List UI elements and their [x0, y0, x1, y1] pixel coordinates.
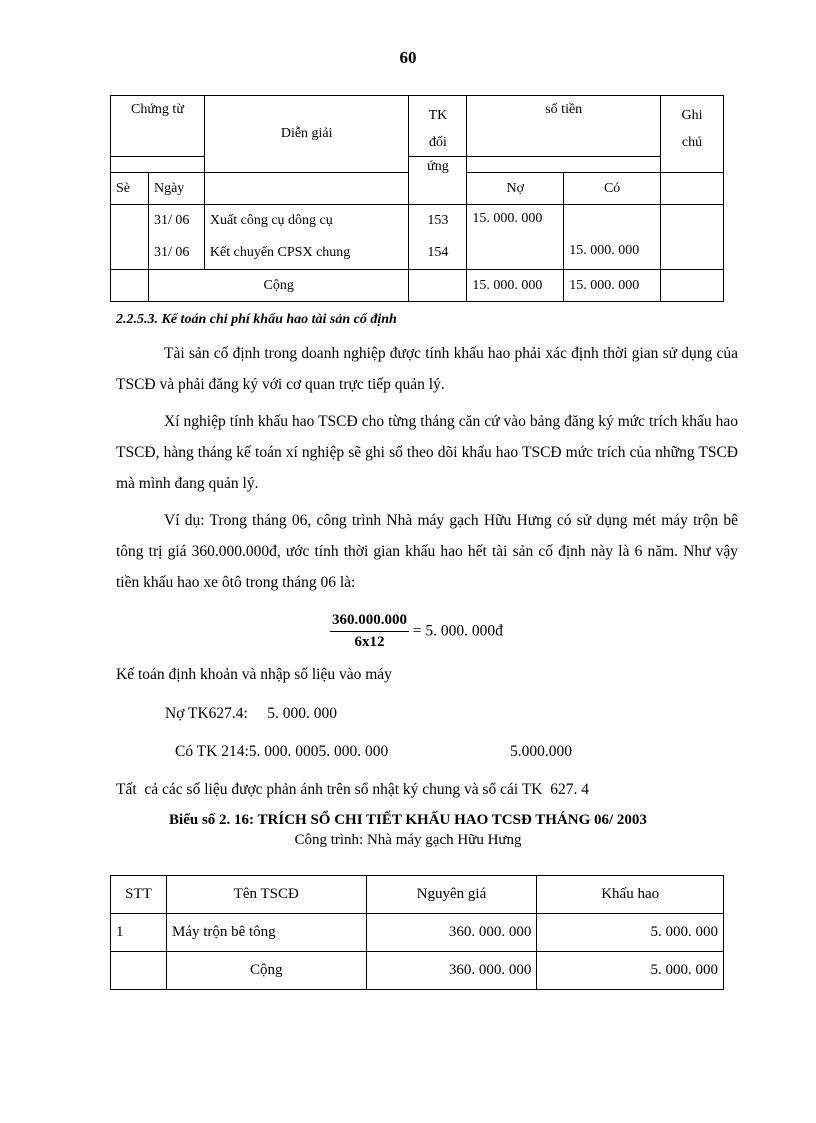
- entry-credit: Có TK 214:5. 000. 0005. 000. 000: [175, 743, 389, 760]
- table-cell: [564, 205, 661, 270]
- row-ngay: 31/ 06: [153, 245, 190, 260]
- summary-line: Tất cả các số liệu được phản ánh trên sổ nhật ký chung và sổ cái TK 627. 4: [116, 781, 589, 798]
- paragraph-1: Tài sản cố định trong doanh nghiệp được tính khấu hao phải xác định thời gian sử dụng của TSCĐ và phải đăng ký với cơ quan trực tiếp quản lý.: [116, 345, 738, 393]
- total-nguyen-gia: 360. 000. 000: [366, 952, 537, 990]
- table-cell: [409, 270, 467, 302]
- entry-debit: Nợ TK627.4: 5. 000. 000: [165, 705, 337, 722]
- table-cell: [661, 205, 724, 270]
- header-blank-cell: [467, 157, 661, 173]
- header-ngay: Ngày: [148, 173, 204, 205]
- section-heading: 2.2.5.3. Kế toán chi phí khấu hao tài sản cố định: [116, 312, 397, 327]
- header-tk-line2: đối: [428, 135, 447, 150]
- total-no: 15. 000. 000: [467, 270, 564, 302]
- entry-credit-extra: 5.000.000: [510, 743, 572, 760]
- header-blank-cell: [204, 173, 409, 205]
- table-cell: [409, 205, 467, 270]
- header-blank-cell: [111, 157, 205, 173]
- fraction: [330, 612, 409, 651]
- table-cell: [661, 270, 724, 302]
- row-dien-giai: Kết chuyển CPSX chung: [209, 245, 351, 260]
- header-stt: STT: [111, 876, 167, 914]
- paragraph-2: Xí nghiệp tính khấu hao TSCĐ cho từng tháng căn cứ vào bảng đăng ký mức trích khấu hao TSCĐ, hàng tháng kế toán xí nghiệp sẽ ghi sổ theo dõi khấu hao TSCĐ mức trích của những TSCĐ mà mình đang quản lý.: [116, 413, 738, 492]
- total-co: 15. 000. 000: [564, 270, 661, 302]
- table-cell: [204, 205, 409, 270]
- header-tk: [409, 96, 467, 157]
- header-tk-ung: ứng: [409, 157, 467, 205]
- row-khau-hao: 5. 000. 000: [537, 914, 724, 952]
- row-co: 15. 000. 000: [569, 243, 640, 258]
- row-tk: 153: [427, 213, 449, 228]
- table-cell: [111, 205, 149, 270]
- header-co: Có: [564, 173, 661, 205]
- row-nguyen-gia: 360. 000. 000: [366, 914, 537, 952]
- row-ten-tscd: Máy trộn bê tông: [166, 914, 366, 952]
- row-tk: 154: [427, 245, 449, 260]
- header-so-tien: số tiền: [467, 96, 661, 157]
- entry-intro: Kế toán định khoản và nhập số liệu vào máy: [116, 666, 392, 683]
- table-cell: [111, 270, 149, 302]
- total-label: Cộng: [148, 270, 409, 302]
- table-cell: [467, 205, 564, 270]
- row-dien-giai: Xuất công cụ dông cụ: [209, 213, 333, 228]
- table2-subtitle: Công trình: Nhà máy gạch Hữu Hưng: [294, 832, 522, 848]
- depreciation-formula: [330, 612, 503, 651]
- header-ghi-chu: [661, 96, 724, 173]
- table2-title: Biểu số 2. 16: TRÍCH SỔ CHI TIẾT KHẤU HAO TCSĐ THÁNG 06/ 2003: [169, 812, 647, 828]
- fraction-numerator: 360.000.000: [330, 612, 409, 632]
- table-cell: [148, 205, 204, 270]
- row-stt: 1: [111, 914, 167, 952]
- total-khau-hao: 5. 000. 000: [537, 952, 724, 990]
- header-so: Sè: [111, 173, 149, 205]
- page-number: 60: [399, 48, 417, 67]
- paragraph-3: Ví dụ: Trong tháng 06, công trình Nhà máy gạch Hữu Hưng có sử dụng mét máy trộn bê tông trị giá 360.000.000đ, ước tính thời gian khấu hao hết tài sản cố định này là 6 năm. Như vậy tiền khấu hao xe ôtô trong tháng 06 là:: [116, 512, 738, 591]
- table-cell: [111, 952, 167, 990]
- header-chung-tu: Chứng từ: [111, 96, 205, 157]
- header-ten-tscd: Tên TSCĐ: [166, 876, 366, 914]
- row-no: 15. 000. 000: [472, 211, 543, 226]
- header-no: Nợ: [467, 173, 564, 205]
- ledger-table: [110, 95, 724, 302]
- header-dien-giai: Diễn giải: [204, 96, 409, 173]
- header-khau-hao: Khấu hao: [537, 876, 724, 914]
- row-ngay: 31/ 06: [153, 213, 190, 228]
- header-ghi-line2: chú: [681, 135, 703, 150]
- header-ghi-line1: Ghi: [681, 108, 703, 123]
- header-tk-line1: TK: [428, 108, 448, 123]
- header-nguyen-gia: Nguyên giá: [366, 876, 537, 914]
- total-label: Cộng: [166, 952, 366, 990]
- header-blank-cell: [661, 173, 724, 205]
- formula-result: = 5. 000. 000đ: [412, 622, 503, 640]
- depreciation-table: [110, 875, 724, 990]
- fraction-denominator: 6x12: [354, 634, 385, 650]
